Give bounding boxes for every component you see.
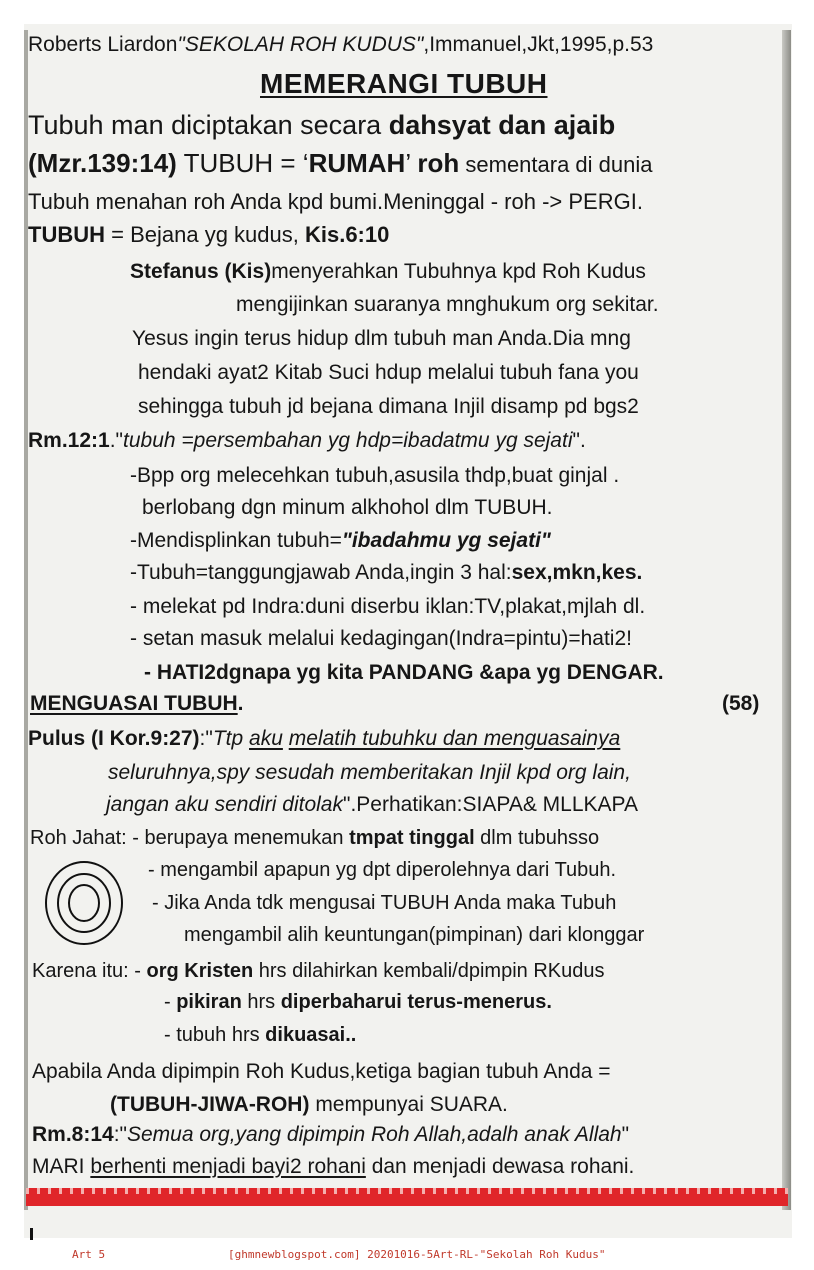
text-line-10: sehingga tubuh jd bejana dimana Injil disamp pd bgs2	[138, 395, 639, 418]
text-line-5	[28, 224, 389, 246]
text-line-23	[30, 828, 599, 848]
text-line-9: hendaki ayat2 Kitab Suci hdup melalui tubuh fana you	[138, 361, 639, 384]
text-span: Roh Jahat: - berupaya menemukan	[30, 827, 350, 849]
text-line-25: - Jika Anda tdk mengusai TUBUH Anda maka Tubuh	[152, 892, 617, 914]
text-line-33	[32, 1156, 634, 1177]
text-span: hrs	[241, 991, 281, 1013]
source-book: "SEKOLAH ROH KUDUS"	[177, 33, 424, 56]
page-title: MEMERANGI TUBUH	[260, 68, 548, 99]
text-span-bold: roh	[417, 148, 460, 178]
page-mark	[30, 1228, 33, 1240]
text-span: :"	[199, 727, 213, 750]
text-span-italic: tubuh =persembahan yg hdp=ibadatmu yg sejati	[123, 429, 573, 452]
text-span: :"	[113, 1123, 127, 1146]
text-span: ".Perhatikan:SIAPA& MLLKAPA	[343, 793, 638, 816]
text-line-31	[110, 1094, 508, 1115]
text-span-bold: sex,mkn,kes.	[511, 561, 643, 584]
scripture-ref: Pulus (I Kor.9:27)	[28, 727, 200, 750]
page-number: (58)	[722, 692, 760, 715]
text-span: -Tubuh=tanggungjawab Anda,ingin 3 hal:	[130, 561, 512, 584]
text-span-bold: RUMAH	[308, 148, 406, 178]
text-line-4: Tubuh menahan roh Anda kpd bumi.Meninggal - roh -> PERGI.	[28, 189, 643, 214]
text-line-17: - setan masuk melalui kedagingan(Indra=pintu)=hati2!	[130, 627, 632, 650]
text-line-6	[130, 261, 646, 282]
text-span: mempunyai SUARA.	[309, 1093, 508, 1116]
text-line-2	[28, 112, 615, 139]
text-span-italic: aku	[249, 727, 283, 750]
text-span: = Bejana yg kudus,	[105, 222, 305, 247]
text-line-15	[130, 562, 642, 583]
text-span: TUBUH = ‘	[176, 148, 309, 178]
section-heading	[30, 693, 244, 714]
text-span: MARI	[32, 1155, 91, 1178]
scripture-ref: Rm.12:1	[28, 429, 110, 452]
text-span: sementara di dunia	[459, 152, 653, 177]
source-publisher: ,Immanuel,Jkt,1995,p.53	[423, 33, 654, 56]
text-line-30: Apabila Anda dipimpin Roh Kudus,ketiga bagian tubuh Anda =	[32, 1060, 611, 1083]
footer-art-label: Art 5	[72, 1248, 106, 1261]
text-line-7: mengijinkan suaranya mnghukum org sekitar.	[236, 293, 659, 316]
text-span: Karena itu: -	[32, 960, 147, 982]
text-line-28	[164, 992, 552, 1012]
text-span: .	[237, 692, 244, 715]
text-line-8: Yesus ingin terus hidup dlm tubuh man Anda.Dia mng	[132, 327, 631, 350]
text-span: Tubuh man diciptakan secara	[28, 110, 389, 140]
text-span-bold: Stefanus (Kis)	[130, 260, 272, 283]
text-span: dan menjadi dewasa rohani.	[365, 1155, 635, 1178]
text-span: -	[164, 991, 177, 1013]
text-span-bold-italic: "ibadahmu yg sejati"	[341, 529, 551, 552]
text-line-32	[32, 1124, 629, 1145]
text-span-bold: dikuasai..	[265, 1024, 357, 1046]
text-span: -Mendisplinkan tubuh=	[130, 529, 342, 552]
text-span: ".	[572, 429, 586, 452]
footer-source: [ghmnewblogspot.com] 20201016-5Art-RL-"Sekolah Roh Kudus"	[228, 1248, 606, 1261]
text-line-22	[106, 794, 638, 815]
text-span-bold: TUBUH	[28, 222, 105, 247]
text-line-29	[164, 1025, 356, 1045]
text-line-24: - mengambil apapun yg dpt diperolehnya dari Tubuh.	[148, 859, 617, 881]
text-span-bold: org Kristen	[146, 960, 254, 982]
text-span-bold: (TUBUH-JIWA-ROH)	[110, 1093, 310, 1116]
red-border-strip	[26, 1188, 788, 1206]
text-span-bold: tmpat tinggal	[349, 827, 475, 849]
text-line-11	[28, 430, 586, 451]
text-span-bold: MENGUASAI TUBUH	[30, 692, 238, 715]
spiral-icon	[42, 858, 126, 948]
text-span: ."	[109, 429, 123, 452]
text-span: hrs dilahirkan kembali/dpimpin RKudus	[253, 960, 605, 982]
source-citation	[28, 34, 653, 55]
page-right-edge	[782, 30, 791, 1210]
text-line-27	[32, 961, 604, 981]
scripture-ref: Kis.6:10	[304, 222, 390, 247]
text-span: - tubuh hrs	[164, 1024, 266, 1046]
text-span: dlm tubuhsso	[474, 827, 600, 849]
text-line-3	[28, 150, 653, 176]
scripture-ref: Rm.8:14	[32, 1123, 114, 1146]
text-line-21: seluruhnya,spy sesudah memberitakan Injil kpd org lain,	[108, 761, 631, 784]
text-span-italic: Ttp	[212, 727, 250, 750]
text-span: menyerahkan Tubuhnya kpd Roh Kudus	[271, 260, 646, 283]
text-span-bold: pikiran	[176, 991, 242, 1013]
text-span-italic: Semua org,yang dipimpin Roh Allah,adalh anak Allah	[127, 1123, 622, 1146]
text-line-12: -Bpp org melecehkan tubuh,asusila thdp,buat ginjal .	[130, 464, 620, 487]
text-span-italic: jangan aku sendiri ditolak	[106, 793, 343, 816]
scripture-ref: (Mzr.139:14)	[28, 148, 177, 178]
text-line-14	[130, 530, 551, 551]
source-author: Roberts Liardon	[28, 33, 178, 56]
text-line-13: berlobang dgn minum alkhohol dlm TUBUH.	[142, 496, 553, 519]
text-span: ’	[405, 148, 418, 178]
text-line-20	[28, 728, 620, 749]
text-line-26: mengambil alih keuntungan(pimpinan) dari klonggar	[184, 924, 645, 946]
text-line-18: - HATI2dgnapa yg kita PANDANG &apa yg DENGAR.	[144, 661, 664, 684]
text-span-italic: melatih tubuhku dan menguasainya	[288, 727, 621, 750]
text-span-bold: diperbaharui terus-menerus.	[280, 991, 552, 1013]
text-span-bold: dahsyat dan ajaib	[388, 110, 616, 140]
text-span-underlined: berhenti menjadi bayi2 rohani	[90, 1155, 366, 1178]
text-span: "	[621, 1123, 630, 1146]
text-line-16: - melekat pd Indra:duni diserbu iklan:TV,plakat,mjlah dl.	[130, 595, 646, 618]
